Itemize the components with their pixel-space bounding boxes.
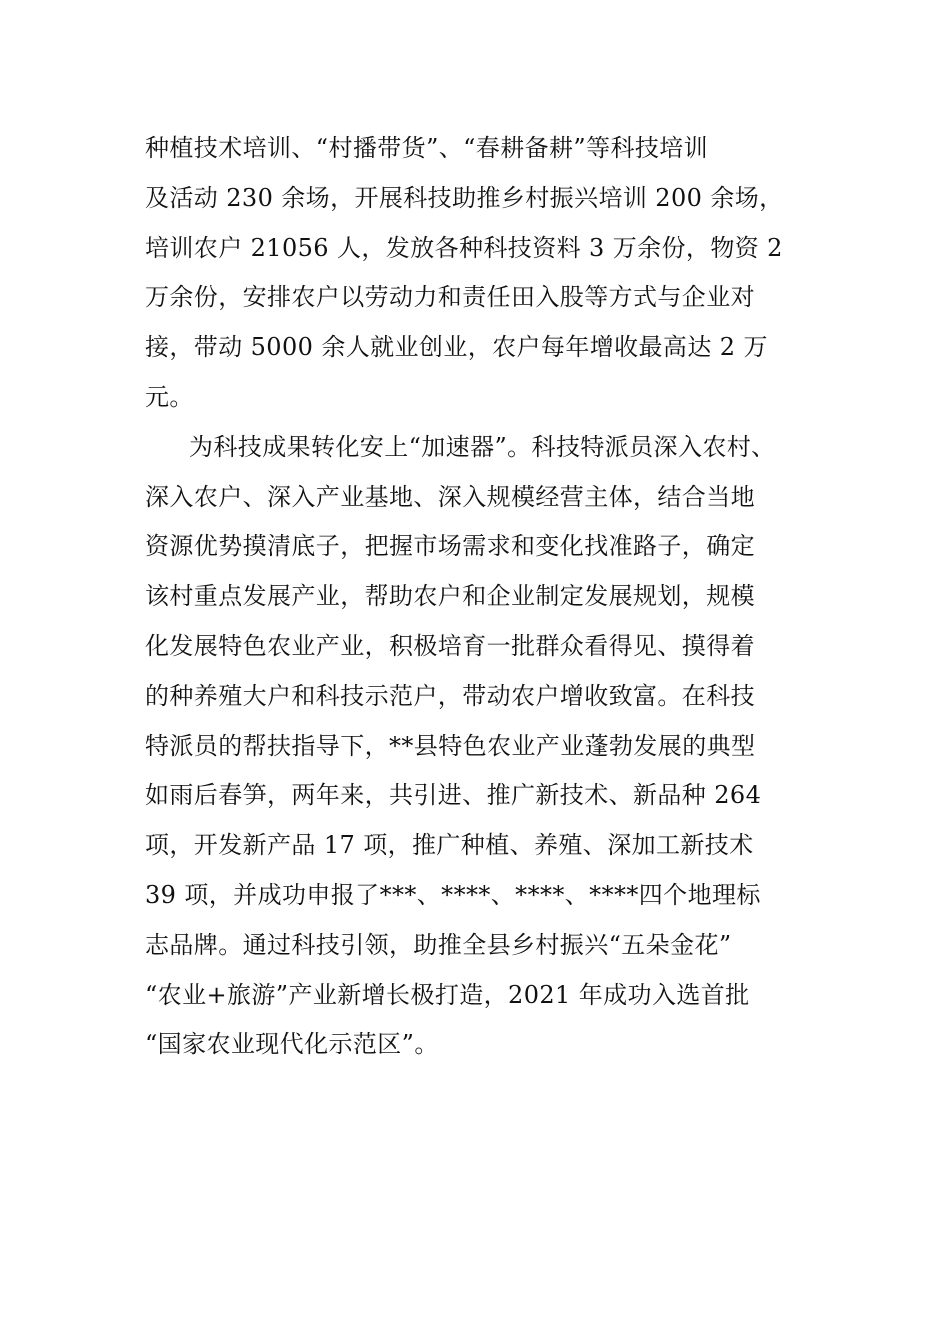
text-line: 深入农户、深入产业基地、深入规模经营主体，结合当地	[145, 482, 755, 511]
text-line-first-indented: 为科技成果转化安上“加速器”。科技特派员深入农村、	[189, 432, 776, 461]
text-line: 及活动 230 余场，开展科技助推乡村振兴培训 200 余场，	[145, 183, 784, 212]
text-line: 万余份，安排农户以劳动力和责任田入股等方式与企业对	[145, 283, 755, 312]
text-line: 39 项，并成功申报了***、****、****、****四个地理标	[145, 880, 761, 909]
text-line: 接，带动 5000 余人就业创业，农户每年增收最高达 2 万	[145, 333, 768, 362]
text-line: 元。	[145, 382, 194, 411]
text-line: 该村重点发展产业，帮助农户和企业制定发展规划，规模	[145, 582, 755, 611]
text-line: 资源优势摸清底子，把握市场需求和变化找准路子，确定	[145, 532, 755, 561]
text-line: 特派员的帮扶指导下，**县特色农业产业蓬勃发展的典型	[145, 731, 756, 760]
document-body	[145, 124, 835, 1070]
text-line: 如雨后春笋，两年来，共引进、推广新技术、新品种 264	[145, 781, 762, 810]
text-line: 的种养殖大户和科技示范户，带动农户增收致富。在科技	[145, 681, 755, 710]
text-line: 种植技术培训、“村播带货”、“春耕备耕”等科技培训	[145, 134, 709, 162]
text-line: 志品牌。通过科技引领，助推全县乡村振兴“五朵金花”	[145, 930, 732, 959]
paragraph-2	[145, 423, 835, 1070]
text-line: 培训农户 21056 人，发放各种科技资料 3 万余份，物资 2	[145, 233, 783, 262]
text-line: “农业+旅游”产业新增长极打造，2021 年成功入选首批	[145, 980, 750, 1009]
text-line: 项，开发新产品 17 项，推广种植、养殖、深加工新技术	[145, 831, 754, 860]
paragraph-1	[145, 124, 835, 423]
text-line: “国家农业现代化示范区”。	[145, 1030, 439, 1059]
text-line: 化发展特色农业产业，积极培育一批群众看得见、摸得着	[145, 631, 755, 660]
